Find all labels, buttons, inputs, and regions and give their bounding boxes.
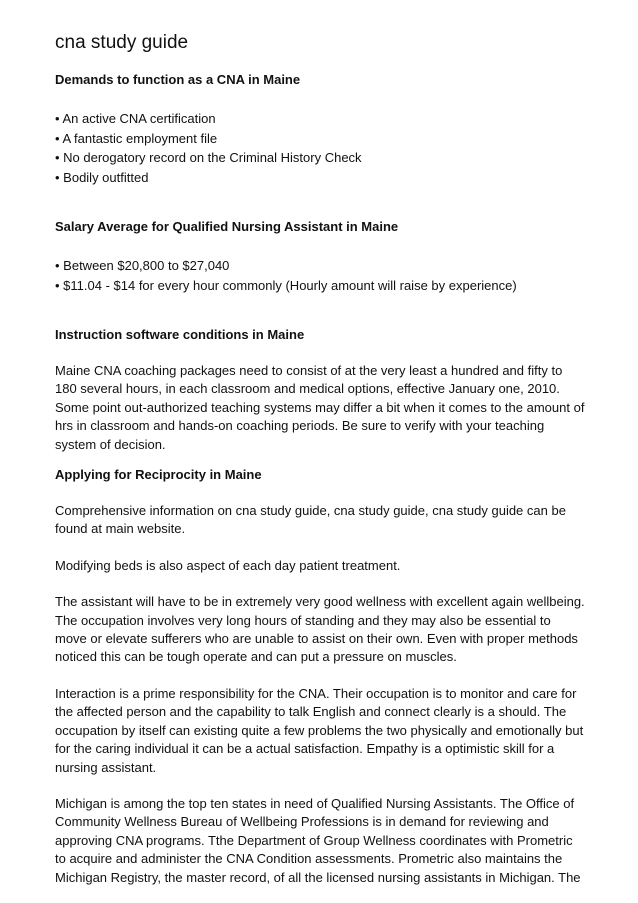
- paragraph: Comprehensive information on cna study guide, cna study guide, cna study guide can be found at main website.: [55, 503, 566, 537]
- list-item: • Between $20,800 to $27,040: [55, 258, 230, 273]
- list-item: • No derogatory record on the Criminal History Check: [55, 150, 362, 165]
- spacer: [55, 344, 585, 362]
- paragraph: Michigan is among the top ten states in need of Qualified Nursing Assistants. The Office of Community Wellness Bureau of Wellbeing Professions is in demand for reviewing and approving CNA programs. Tthe Department of Group Wellness coordinates with Prometric to acquire and administer the CNA Condition assessments. Prometric also maintains the Michigan Registry, the master record, of all the licensed nursing assistants in Michigan. The: [55, 795, 581, 885]
- list-item: • An active CNA certification: [55, 111, 216, 126]
- heading-salary: Salary Average for Qualified Nursing Assistant in Maine: [55, 219, 399, 234]
- spacer: [55, 454, 585, 466]
- spacer: [55, 575, 585, 593]
- heading-instruction: Instruction software conditions in Maine: [55, 327, 305, 342]
- heading-demands: Demands to function as a CNA in Maine: [55, 72, 301, 87]
- document-title: cna study guide: [55, 32, 189, 53]
- salary-list: [55, 256, 585, 295]
- document-page: [55, 32, 585, 887]
- spacer: [55, 539, 585, 557]
- spacer: [55, 187, 585, 218]
- spacer: [55, 89, 585, 109]
- paragraph: Interaction is a prime responsibility for the CNA. Their occupation is to monitor and care for the affected person and the capability to talk English and connect clearly is a should. The occupation by itself can existing quite a few problems the two physically and emotionally but for the caring individual it can be a actual satisfaction. Empathy is a optimistic skill for a nursing assistant.: [55, 685, 584, 775]
- list-item: • A fantastic employment file: [55, 130, 218, 146]
- list-item: • $11.04 - $14 for every hour commonly (Hourly amount will raise by experience): [55, 277, 517, 293]
- heading-reciprocity: Applying for Reciprocity in Maine: [55, 467, 262, 483]
- demands-list: [55, 109, 585, 187]
- paragraph: Modifying beds is also aspect of each day patient treatment.: [55, 557, 401, 573]
- spacer: [55, 484, 585, 502]
- spacer: [55, 295, 585, 326]
- paragraph: The assistant will have to be in extremely very good wellness with excellent again wellbeing. The occupation involves very long hours of standing and they may also be essential to move or elevate sufferers who are unable to assist on their own. Even with proper methods noticed this can be tough operate and can put a pressure on muscles.: [55, 594, 585, 665]
- spacer: [55, 777, 585, 795]
- spacer: [55, 236, 585, 256]
- list-item: • Bodily outfitted: [55, 169, 149, 185]
- spacer: [55, 667, 585, 685]
- paragraph-instruction: Maine CNA coaching packages need to consist of at the very least a hundred and fifty to 180 several hours, in each classroom and medical options, effective January one, 2010. Some point out-authorized teaching systems may differ a bit when it comes to the amount of hrs in classroom and hands-on coaching periods. Be sure to verify with your teaching system of decision.: [55, 363, 585, 452]
